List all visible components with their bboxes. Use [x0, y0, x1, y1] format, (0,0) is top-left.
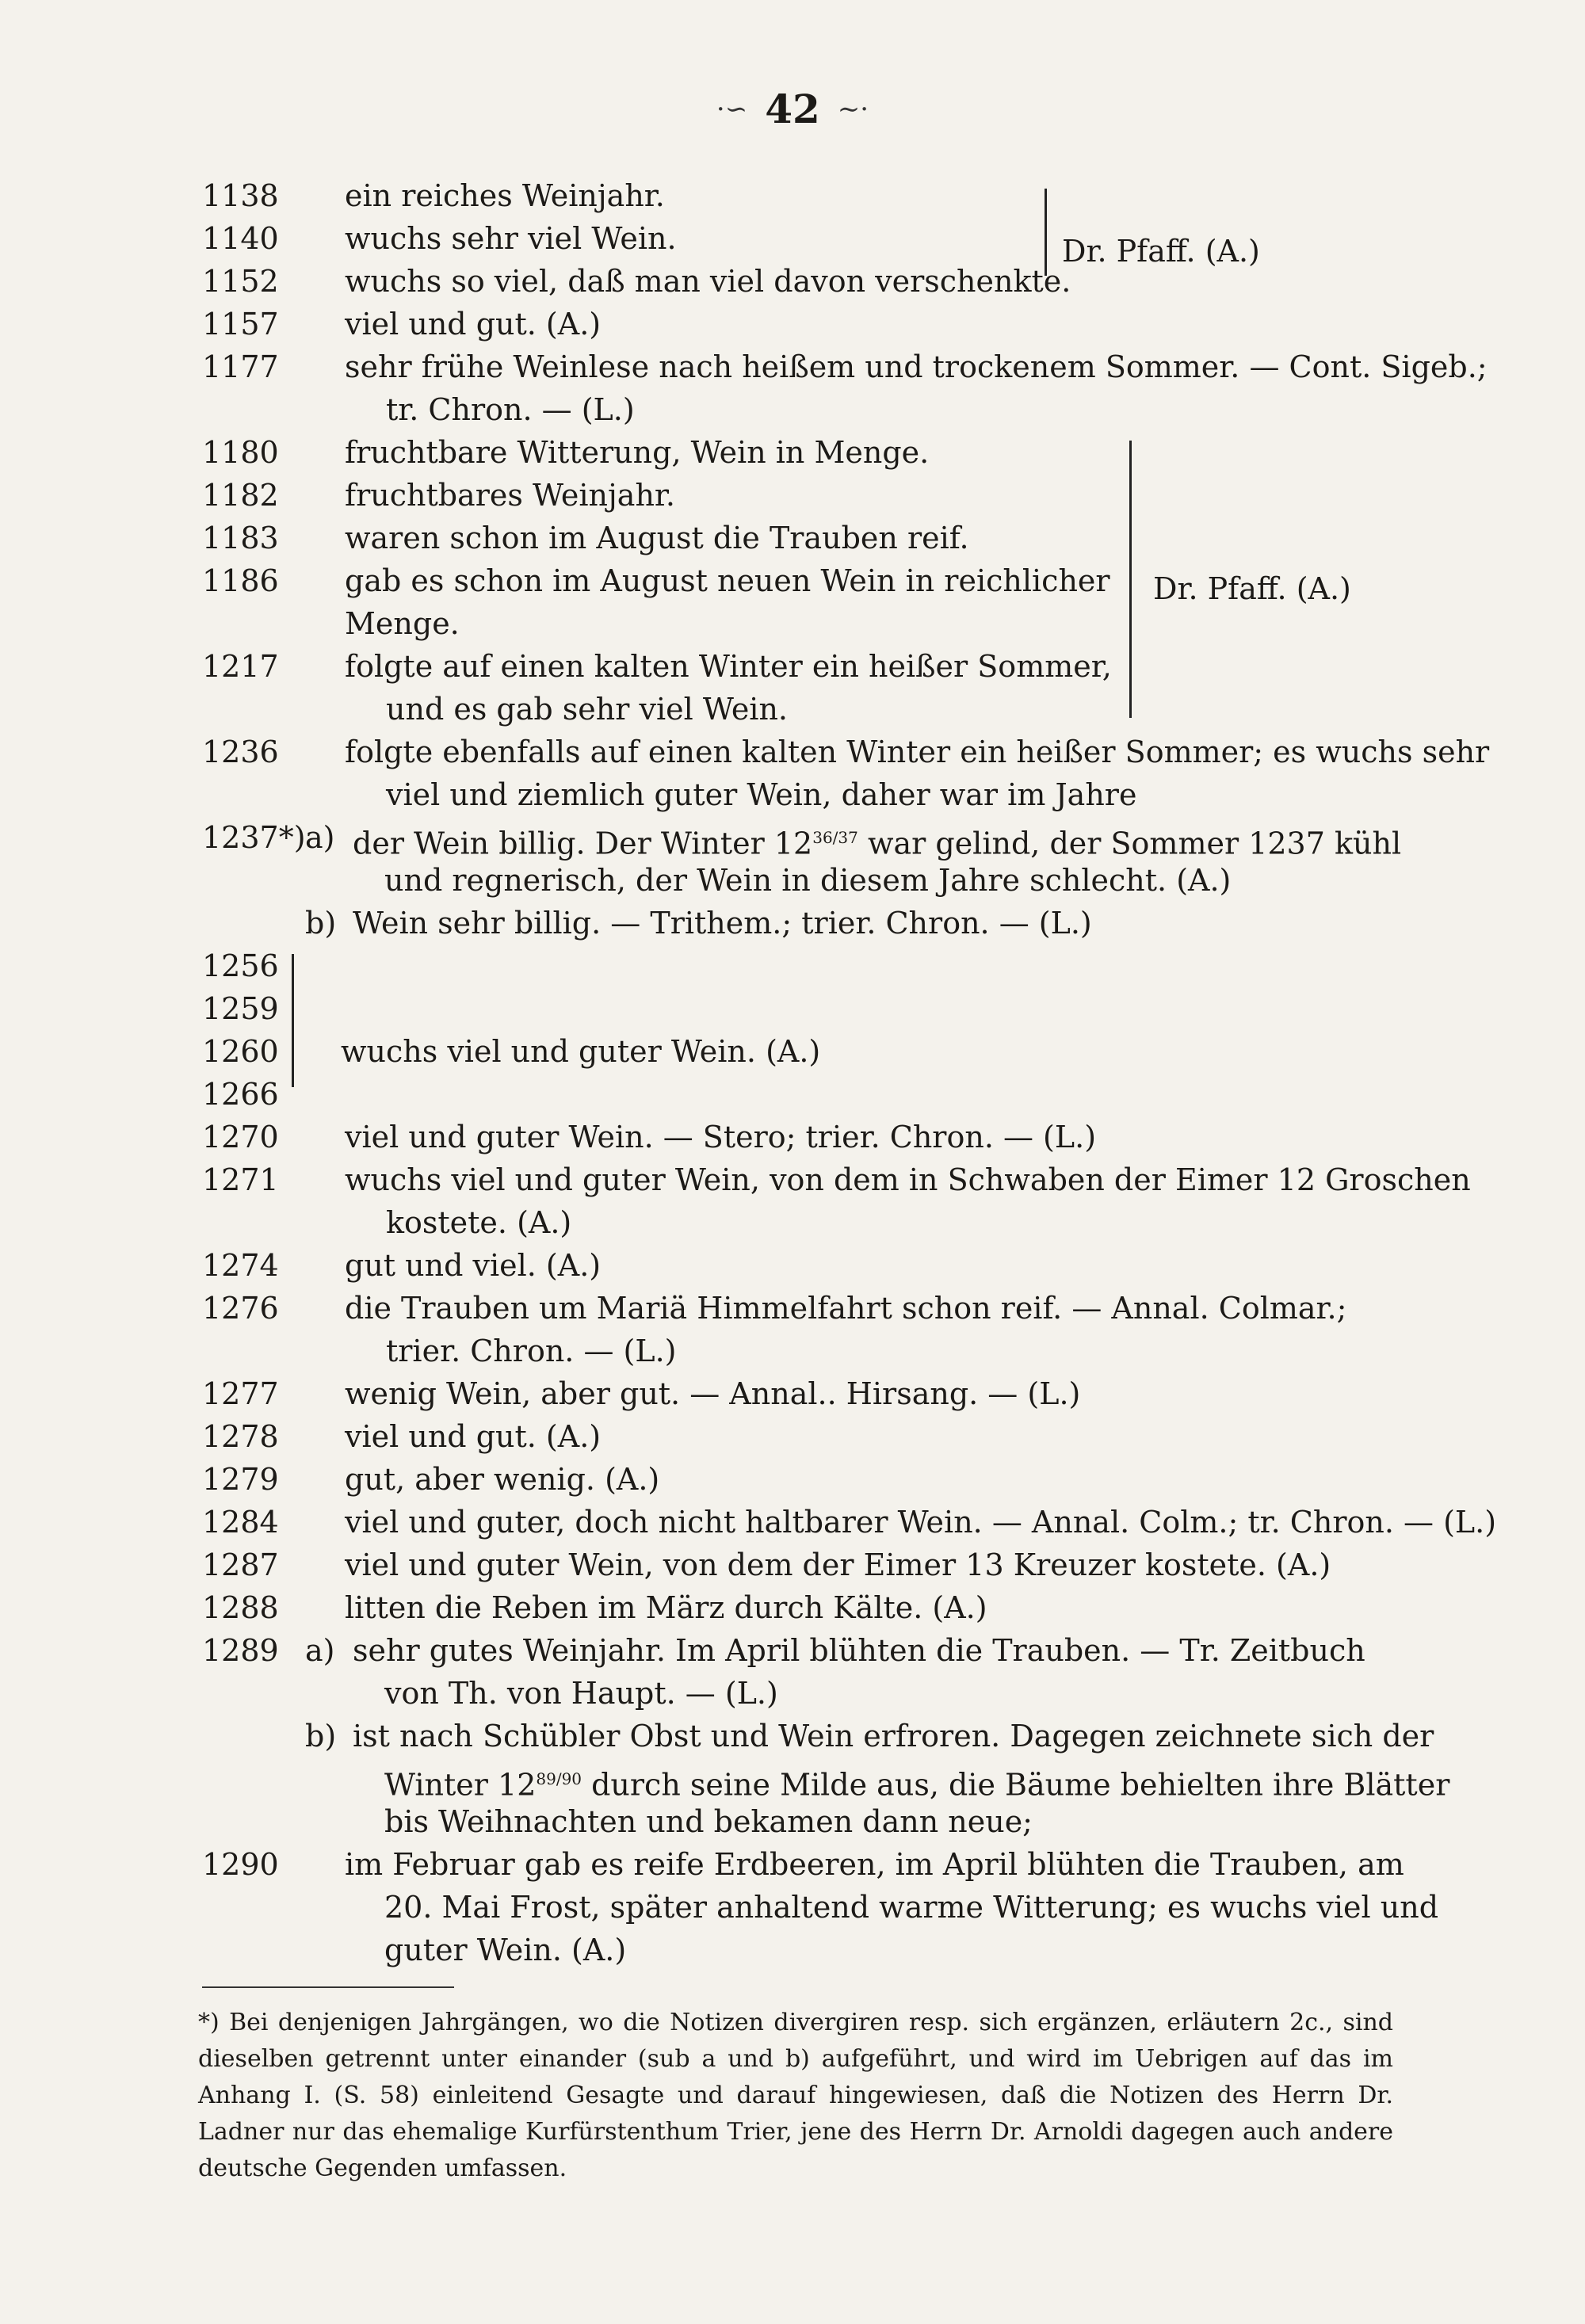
- entry-year: 1290: [202, 1847, 279, 1882]
- entry-text: viel und gut. (A.): [345, 1419, 602, 1454]
- entry-year: 1279: [202, 1462, 279, 1497]
- entry-text: Wein sehr billig. — Trithem.; trier. Chron. — (L.): [353, 906, 1092, 941]
- entry-text: wuchs viel und guter Wein. (A.): [341, 1034, 821, 1069]
- entry-text: wuchs so viel, daß man viel davon verschenkte.: [345, 264, 1071, 299]
- entry-year: 1183: [202, 521, 279, 555]
- entry-row: [202, 1929, 1391, 1971]
- entry-text: sehr frühe Weinlese nach heißem und trockenem Sommer. — Cont. Sigeb.;: [345, 349, 1488, 384]
- brace-line: [292, 954, 294, 1087]
- entry-text: kostete. (A.): [386, 1205, 572, 1240]
- entry-text: viel und guter Wein. — Stero; trier. Chron. — (L.): [345, 1120, 1097, 1154]
- entry-year: 1277: [202, 1376, 279, 1411]
- entry-row: [202, 1116, 1391, 1158]
- entry-year: 1274: [202, 1248, 279, 1283]
- entry-row: [202, 1415, 1391, 1458]
- entry-row: [202, 944, 1391, 987]
- entry-year: 1236: [202, 735, 279, 769]
- page-number: 42: [765, 86, 820, 132]
- entry-row: [202, 303, 1391, 345]
- entry-year: 1186: [202, 563, 279, 598]
- entry-text: viel und guter Wein, von dem der Eimer 13 Kreuzer kostete. (A.): [345, 1547, 1331, 1582]
- entry-row: [202, 859, 1391, 902]
- brace-line: [1129, 441, 1132, 718]
- entry-year: 1140: [202, 221, 279, 256]
- entry-text: Menge.: [345, 606, 460, 641]
- entry-text: viel und gut. (A.): [345, 307, 602, 342]
- entry-year: 1157: [202, 307, 279, 342]
- entry-row: [202, 1158, 1471, 1201]
- entry-year: 1289: [202, 1633, 279, 1668]
- entry-row: [202, 1244, 1391, 1287]
- entry-text: fruchtbare Witterung, Wein in Menge.: [345, 435, 930, 470]
- entry-row: [202, 731, 1490, 773]
- entry-text-part: der Wein billig. Der Winter 12: [353, 826, 813, 861]
- entry-row: [202, 902, 1391, 944]
- entry-year: 1266: [202, 1077, 279, 1112]
- year-fraction: 36/37: [812, 828, 858, 847]
- entry-year: 1270: [202, 1120, 279, 1154]
- entry-year: 1237*): [202, 820, 306, 855]
- entry-row: [202, 1030, 1391, 1073]
- entry-row: [202, 987, 1391, 1030]
- entry-text-part: durch seine Milde aus, die Bäume behielten ihre Blätter: [582, 1767, 1450, 1803]
- entry-text: wenig Wein, aber gut. — Annal.. Hirsang. — (L.): [345, 1376, 1081, 1411]
- entry-text: [353, 816, 1401, 865]
- entry-text: tr. Chron. — (L.): [386, 392, 635, 427]
- entry-row: [202, 1757, 1450, 1803]
- footnote-separator: [202, 1986, 454, 1988]
- entry-text-part: Winter 12: [384, 1767, 537, 1803]
- entry-row: [202, 1672, 1391, 1715]
- ornament-right-icon: ∼·: [837, 93, 869, 125]
- entry-row: [202, 1843, 1404, 1886]
- entry-year: 1180: [202, 435, 279, 470]
- entry-year: 1256: [202, 948, 279, 983]
- entry-text: guter Wein. (A.): [384, 1933, 627, 1967]
- footnote: *) Bei denjenigen Jahrgängen, wo die Notizen divergiren resp. sich ergänzen, erläutern 2c., sind dieselben getrennt unter einander (sub a und b) aufgeführt, und wird im Uebrigen auf das im Anhang I. (S. 58) einleitend Gesagte und darauf hingewiesen, daß die Notizen des Herrn Dr. Ladner nur das ehemalige Kurfürstenthum Trier, jene des Herrn Dr. Arnoldi dagegen auch andere deutsche Gegenden umfassen.: [198, 2009, 1393, 2182]
- entry-row: [202, 1372, 1391, 1415]
- entry-year: 1138: [202, 178, 279, 213]
- entry-row: [202, 1501, 1497, 1544]
- entry-sub-label: b): [305, 1719, 337, 1753]
- entry-text: trier. Chron. — (L.): [386, 1334, 677, 1368]
- entry-row: [202, 1629, 1391, 1672]
- entry-text: litten die Reben im März durch Kälte. (A.): [345, 1590, 987, 1625]
- entry-sub-label: a): [305, 820, 335, 855]
- entry-text: ist nach Schübler Obst und Wein erfroren. Dagegen zeichnete sich der: [353, 1719, 1434, 1753]
- entry-row: [202, 474, 1391, 517]
- entry-year: 1271: [202, 1162, 279, 1197]
- entry-text: die Trauben um Mariä Himmelfahrt schon reif. — Annal. Colmar.;: [345, 1291, 1347, 1326]
- entry-year: 1260: [202, 1034, 279, 1069]
- entry-text: folgte auf einen kalten Winter ein heißer Sommer,: [345, 649, 1112, 684]
- entry-text-part: war gelind, der Sommer 1237 kühl: [857, 826, 1402, 861]
- entry-row: [202, 1715, 1434, 1757]
- entry-row: [202, 1886, 1439, 1929]
- entry-year: 1259: [202, 991, 279, 1026]
- entry-row: [202, 431, 1391, 474]
- entry-year: 1177: [202, 349, 279, 384]
- brace-label-pfaff-1: Dr. Pfaff. (A.): [1062, 234, 1260, 269]
- entry-row: [202, 388, 1391, 431]
- entry-text: gut und viel. (A.): [345, 1248, 602, 1283]
- entry-text: viel und guter, doch nicht haltbarer Wein. — Annal. Colm.; tr. Chron. — (L.): [345, 1505, 1497, 1540]
- entry-text: bis Weihnachten und bekamen dann neue;: [384, 1804, 1033, 1839]
- entry-row: [202, 1287, 1391, 1330]
- entry-row: [202, 345, 1488, 388]
- entry-row: [202, 174, 1391, 217]
- entry-row: [202, 1073, 1391, 1116]
- entry-row: [202, 1544, 1391, 1586]
- entry-year: 1217: [202, 649, 279, 684]
- entry-year: 1288: [202, 1590, 279, 1625]
- year-fraction: 89/90: [536, 1769, 582, 1788]
- entry-year: 1152: [202, 264, 279, 299]
- entry-text: wuchs viel und guter Wein, von dem in Schwaben der Eimer 12 Groschen: [345, 1162, 1471, 1197]
- entry-text: gut, aber wenig. (A.): [345, 1462, 660, 1497]
- entry-row: [202, 645, 1391, 688]
- entry-row: [202, 688, 1391, 731]
- entry-text: [384, 1757, 1449, 1807]
- entry-text: und regnerisch, der Wein in diesem Jahre schlecht. (A.): [384, 863, 1232, 898]
- brace-line: [1045, 189, 1047, 276]
- entry-year: 1182: [202, 478, 279, 513]
- entry-text: viel und ziemlich guter Wein, daher war im Jahre: [386, 777, 1137, 812]
- entry-text: folgte ebenfalls auf einen kalten Winter ein heißer Sommer; es wuchs sehr: [345, 735, 1490, 769]
- entry-row: [202, 1586, 1391, 1629]
- entry-text: wuchs sehr viel Wein.: [345, 221, 677, 256]
- entry-row: [202, 773, 1391, 816]
- entry-row: [202, 816, 1402, 861]
- entry-text: fruchtbares Weinjahr.: [345, 478, 675, 513]
- page-number-header: [0, 86, 1585, 132]
- ornament-left-icon: ·∽: [716, 93, 748, 125]
- entry-row: [202, 1201, 1391, 1244]
- brace-label-pfaff-2: Dr. Pfaff. (A.): [1153, 571, 1351, 606]
- entry-year: 1276: [202, 1291, 279, 1326]
- entry-text: gab es schon im August neuen Wein in reichlicher: [345, 563, 1110, 598]
- entry-text: sehr gutes Weinjahr. Im April blühten die Trauben. — Tr. Zeitbuch: [353, 1633, 1365, 1668]
- entry-row: [202, 1800, 1391, 1843]
- entry-row: [202, 517, 1391, 559]
- entry-sub-label: a): [305, 1633, 335, 1668]
- entry-year: 1287: [202, 1547, 279, 1582]
- entry-text: ein reiches Weinjahr.: [345, 178, 665, 213]
- entry-text: im Februar gab es reife Erdbeeren, im April blühten die Trauben, am: [345, 1847, 1404, 1882]
- entry-text: und es gab sehr viel Wein.: [386, 692, 789, 727]
- entry-text: von Th. von Haupt. — (L.): [384, 1676, 778, 1711]
- entry-sub-label: b): [305, 906, 337, 941]
- entry-text: waren schon im August die Trauben reif.: [345, 521, 969, 555]
- entry-year: 1278: [202, 1419, 279, 1454]
- entry-year: 1284: [202, 1505, 279, 1540]
- entry-row: [202, 1458, 1391, 1501]
- entry-row: [202, 1330, 1391, 1372]
- entry-text: 20. Mai Frost, später anhaltend warme Witterung; es wuchs viel und: [384, 1890, 1439, 1925]
